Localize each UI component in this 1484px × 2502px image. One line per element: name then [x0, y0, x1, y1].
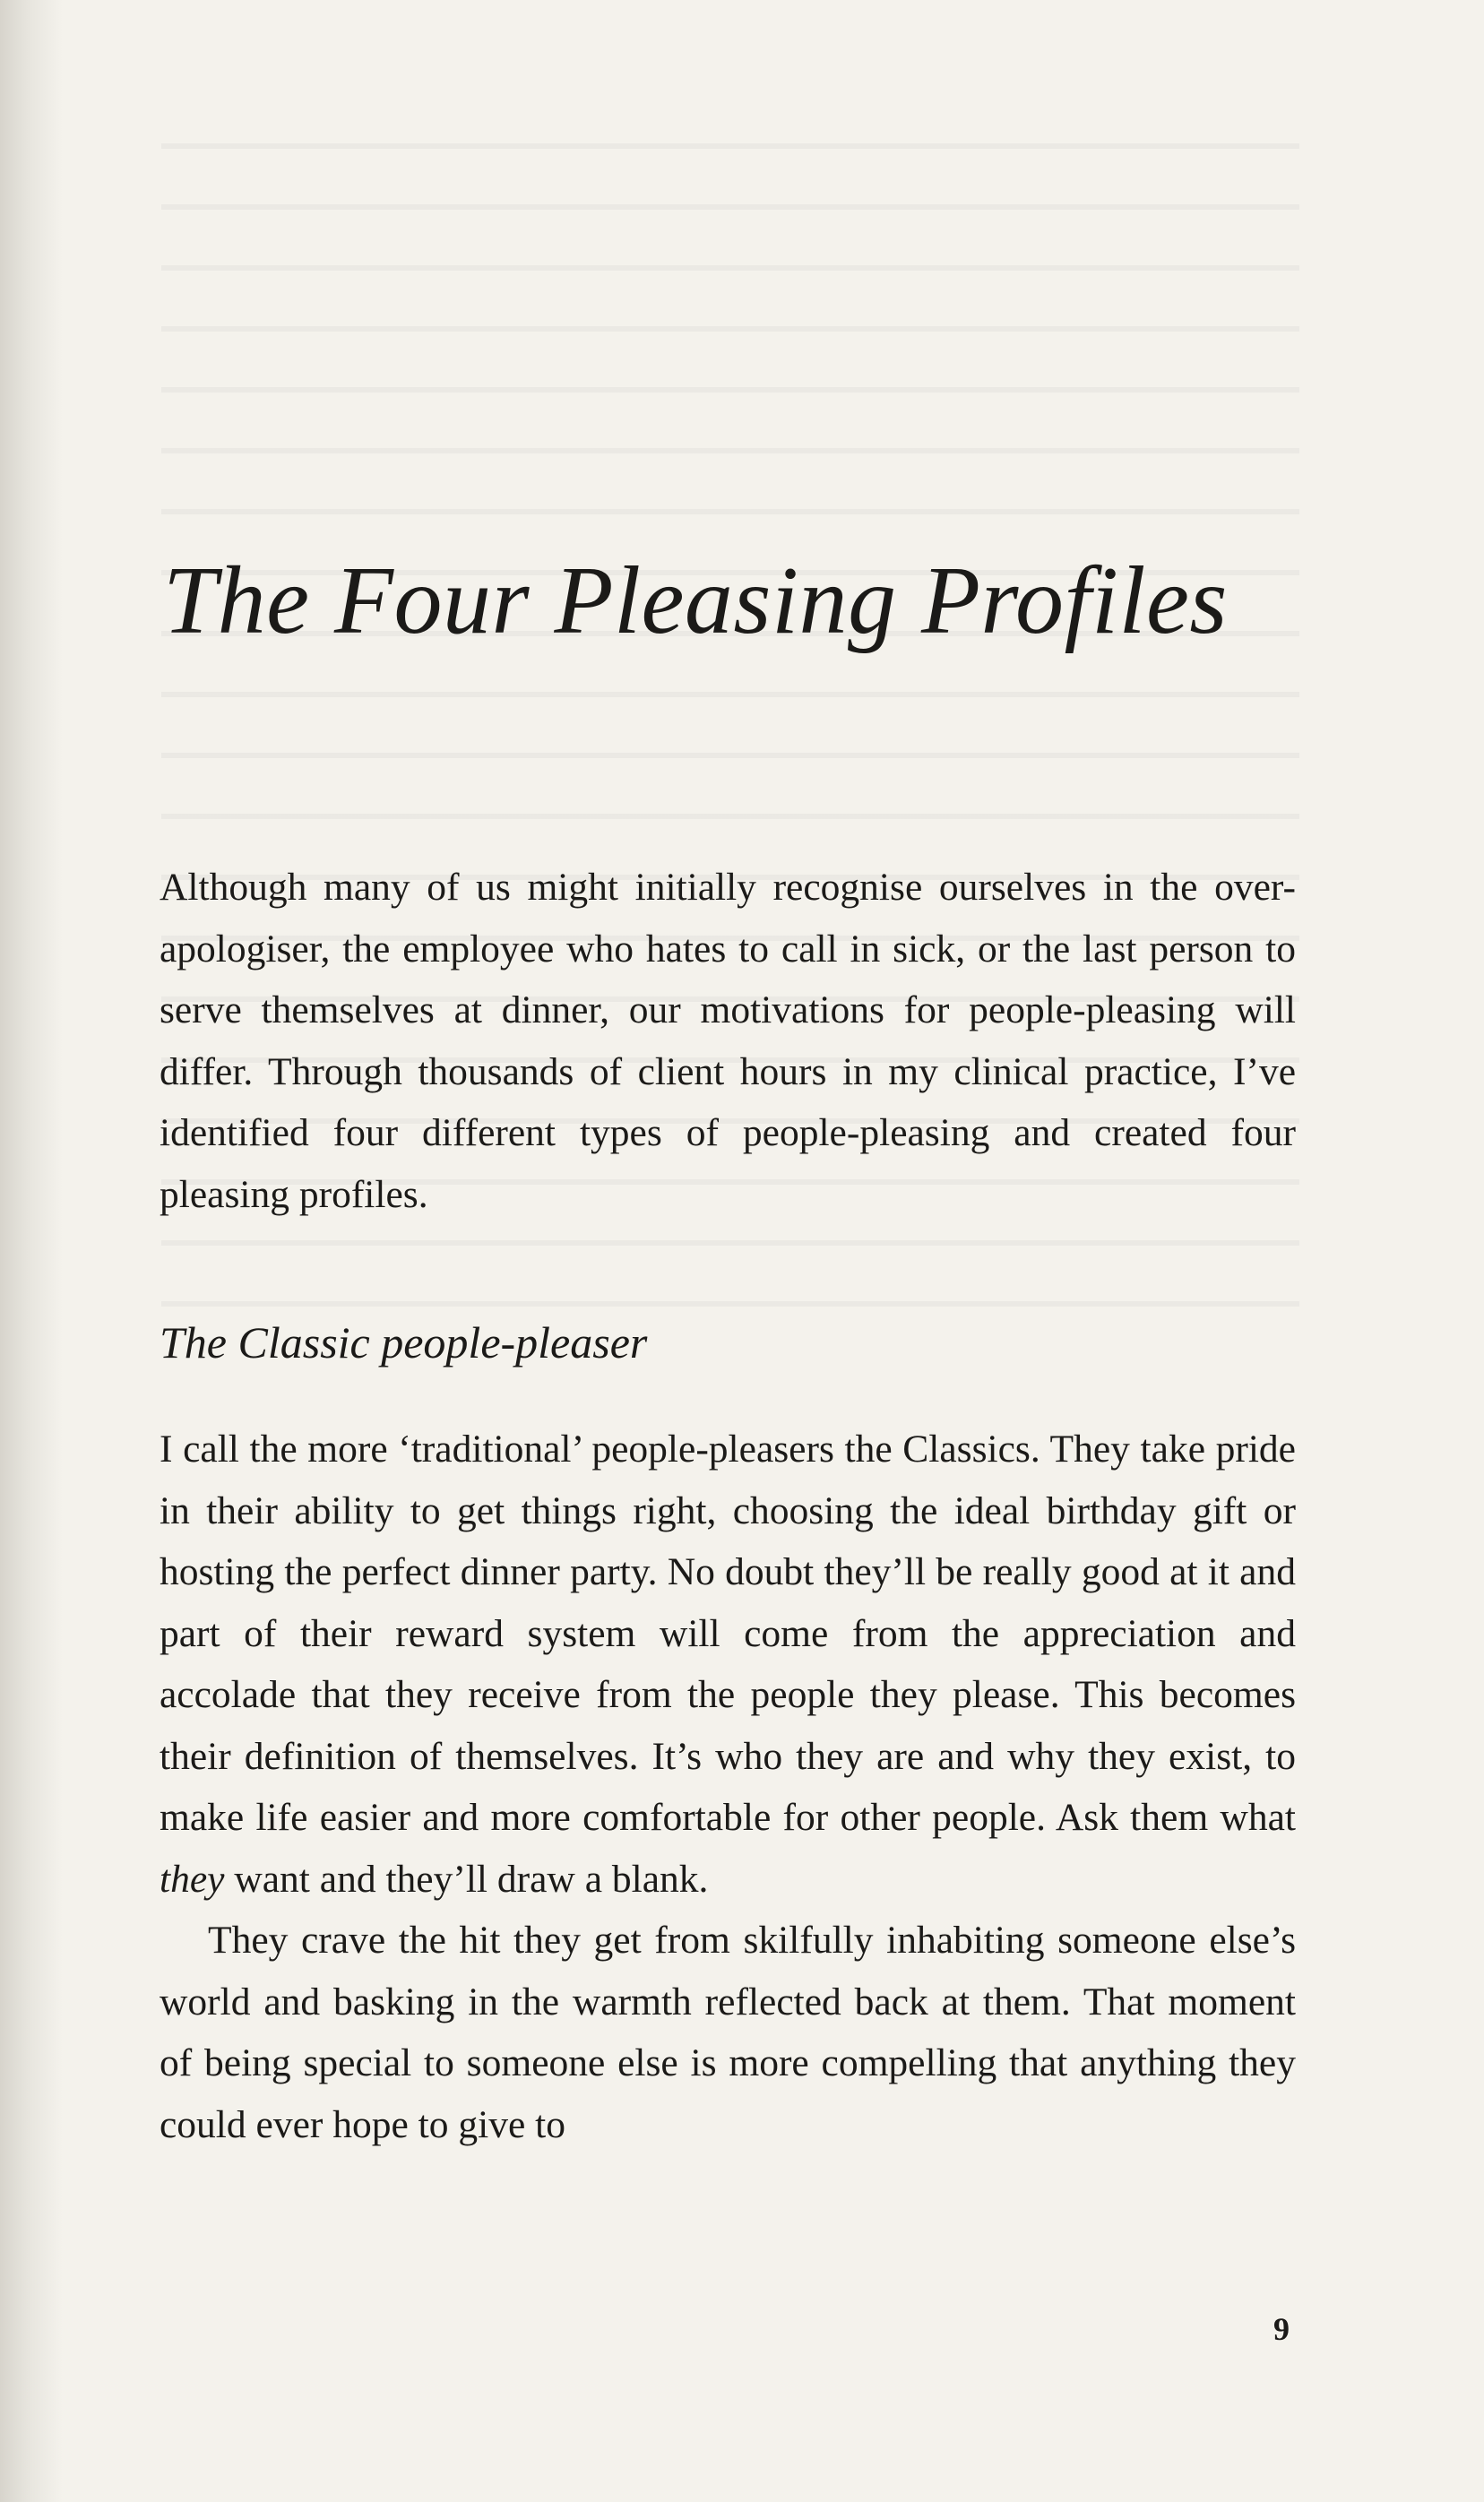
chapter-title: The Four Pleasing Profiles — [163, 548, 1228, 654]
book-page — [160, 0, 1296, 2502]
page-gutter-shadow — [0, 0, 63, 2502]
page-number: 9 — [1273, 2311, 1290, 2347]
section-paragraph-1-end: want and they’ll draw a blank. — [224, 1857, 709, 1901]
section-heading: The Classic people-pleaser — [160, 1317, 648, 1367]
section-body — [160, 1419, 1296, 2155]
section-paragraph-1 — [160, 1419, 1296, 1910]
section-paragraph-1-emphasis: they — [160, 1857, 225, 1901]
intro-paragraph: Although many of us might initially recognise ourselves in the over-apologiser, the employee who hates to call in sick, or the last person to serve themselves at dinner, our motivations for people-pleasing will differ. Through thousands of client hours in my clinical practice, I’ve identified four different types of people-pleasing and created four pleasing profiles. — [160, 866, 1296, 1216]
section-paragraph-1-main: I call the more ‘traditional’ people-pleasers the Classics. They take pride in their ability to get things right, choosing the ideal birthday gift or hosting the perfect dinner party. No doubt they’ll be really good at it and part of their reward system will come from the appreciation and accolade that they receive from the people they please. This becomes their definition of themselves. It’s who they are and why they exist, to make life easier and more comfortable for other people. Ask them what — [160, 1428, 1296, 1839]
intro-text — [160, 857, 1296, 1225]
section-paragraph-2: They crave the hit they get from skilfully inhabiting someone else’s world and basking in the warmth reflected back at them. That moment of being special to someone else is more compelling that anything they could ever hope to give to — [160, 1919, 1296, 2146]
